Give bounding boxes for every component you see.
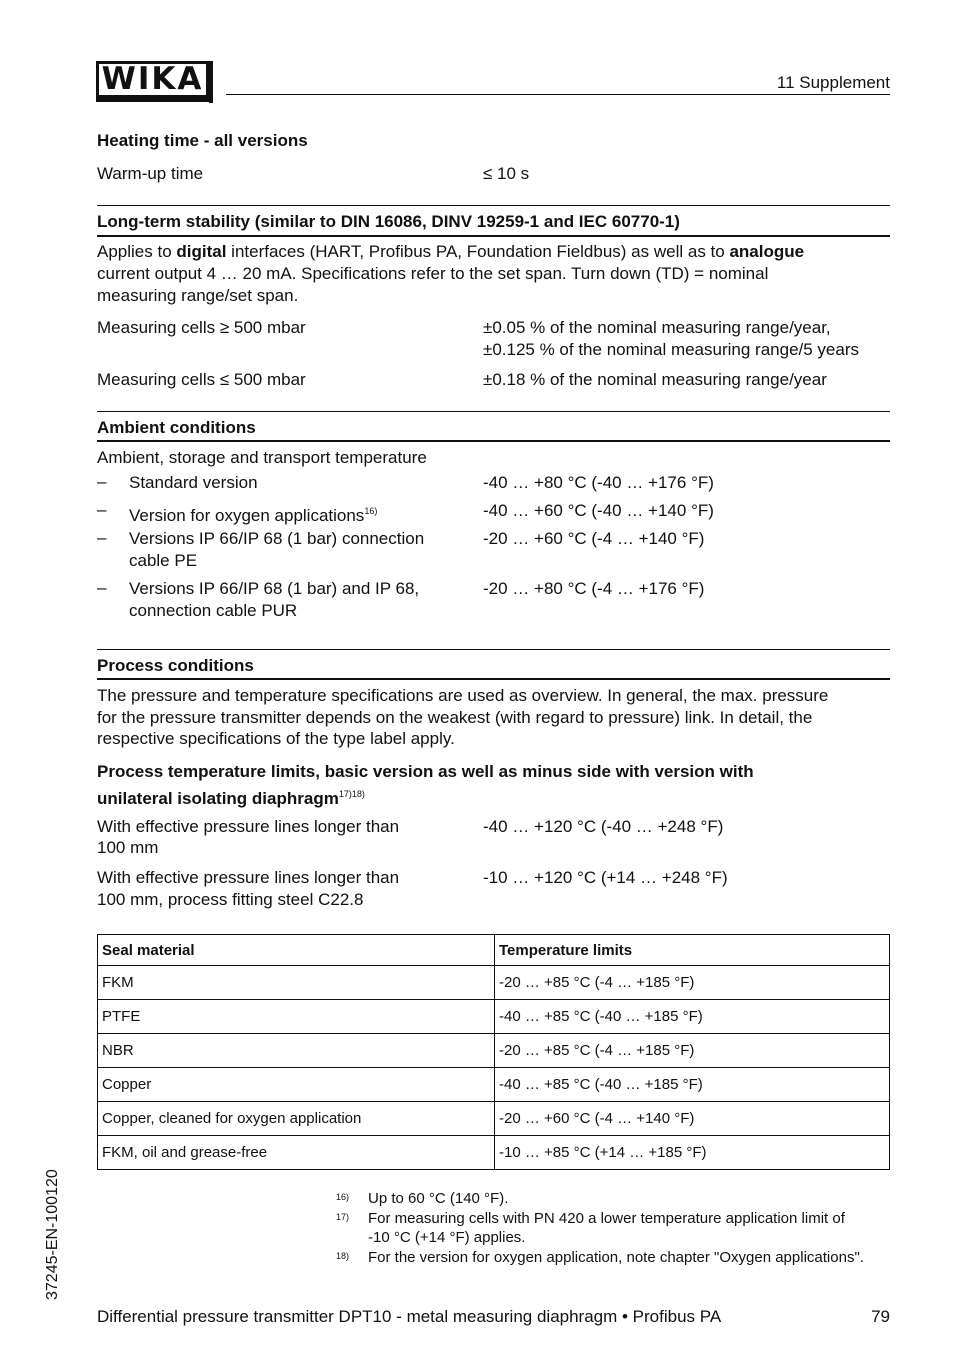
ambient-row4-label2: connection cable PUR [129,601,298,620]
process-intro-line2: for the pressure transmitter depends on the weakest (with regard to pressure) link. In detail, the [97,708,813,727]
ambient-dash-3: – [97,528,107,547]
stability-intro-part1: Applies to [97,242,177,261]
ambient-row4-value: -20 … +80 °C (-4 … +176 °F) [483,579,705,598]
process-rule-bottom [97,678,890,680]
process-row1-value: -40 … +120 °C (-40 … +248 °F) [483,817,724,836]
stability-row2-value: ±0.18 % of the nominal measuring range/year [483,370,827,389]
process-title: Process conditions [97,656,254,675]
footnote-16-num: 16) [336,1192,350,1202]
ambient-row2-value: -40 … +60 °C (-40 … +140 °F) [483,501,714,520]
table-row [98,1034,890,1068]
table-row [98,1102,890,1136]
heating-value: ≤ 10 s [483,164,530,183]
footnote-17-text1: For measuring cells with PN 420 a lower temperature application limit of [368,1210,845,1227]
process-row2-label1: With effective pressure lines longer than [97,868,400,887]
stability-intro-bold1: digital [176,242,227,261]
heating-label: Warm-up time [97,164,204,183]
table-cell-material: NBR [98,1034,495,1068]
ambient-row1-value: -40 … +80 °C (-40 … +176 °F) [483,473,714,492]
footnote-18-text: For the version for oxygen application, note chapter "Oxygen applications". [368,1249,864,1266]
table-cell-material: FKM, oil and grease-free [98,1136,495,1170]
ambient-dash-2: – [97,500,107,519]
table-cell-temperature: -40 … +85 °C (-40 … +185 °F) [495,1000,890,1034]
stability-rule-bottom [97,235,890,237]
ambient-row3-value: -20 … +60 °C (-4 … +140 °F) [483,529,705,548]
table-cell-temperature: -40 … +85 °C (-40 … +185 °F) [495,1068,890,1102]
process-row2-label2: 100 mm, process fitting steel C22.8 [97,890,364,909]
stability-title: Long-term stability (similar to DIN 16086, DINV 19259-1 and IEC 60770-1) [97,212,680,231]
stability-intro-line2: current output 4 … 20 mA. Specifications refer to the set span. Turn down (TD) = nominal [97,264,769,283]
table-cell-material: PTFE [98,1000,495,1034]
heating-title: Heating time - all versions [97,131,308,150]
ambient-dash-4: – [97,578,107,597]
table-row [98,966,890,1000]
stability-intro-part2: interfaces (HART, Profibus PA, Foundation Fieldbus) as well as to [226,242,730,261]
wika-logo: WIKA [96,61,209,98]
stability-intro-bold2: analogue [729,242,805,261]
ambient-row2-text: Version for oxygen applications [129,506,365,525]
document-id: 37245-EN-100120 [44,1169,61,1300]
ambient-dash-1: – [97,472,107,491]
page-number: 79 [871,1307,890,1326]
table-cell-temperature: -10 … +85 °C (+14 … +185 °F) [495,1136,890,1170]
section-label: 11 Supplement [776,73,890,92]
ambient-row4-label1: Versions IP 66/IP 68 (1 bar) and IP 68, [129,579,420,598]
stability-row1-value1: ±0.05 % of the nominal measuring range/year, [483,318,831,337]
footnote-18-num: 18) [336,1251,350,1261]
table-cell-temperature: -20 … +85 °C (-4 … +185 °F) [495,966,890,1000]
process-intro-line3: respective specifications of the type label apply. [97,729,455,748]
table-cell-material: Copper [98,1068,495,1102]
process-row1-label2: 100 mm [97,838,159,857]
process-rule-top [97,649,890,650]
table-cell-material: FKM [98,966,495,1000]
process-row1-label1: With effective pressure lines longer than [97,817,400,836]
ambient-rule-bottom [97,440,890,442]
table-row [98,1068,890,1102]
table-header-row [98,935,890,966]
footnote-16-text: Up to 60 °C (140 °F). [368,1190,509,1207]
limits-title-text: unilateral isolating diaphragm [97,789,339,808]
ambient-row1-label: Standard version [129,473,258,492]
stability-intro-line3: measuring range/set span. [97,286,299,305]
stability-row1-label: Measuring cells ≥ 500 mbar [97,318,306,337]
process-row2-value: -10 … +120 °C (+14 … +248 °F) [483,868,728,887]
logo-shadow-right [209,61,213,103]
table-header-seal: Seal material [98,935,495,966]
footer-title: Differential pressure transmitter DPT10 - metal measuring diaphragm • Profibus PA [97,1307,722,1326]
ambient-row3-label1: Versions IP 66/IP 68 (1 bar) connection [129,529,425,548]
limits-title-line2 [97,783,365,810]
table-cell-temperature: -20 … +60 °C (-4 … +140 °F) [495,1102,890,1136]
ambient-row3-label2: cable PE [129,551,198,570]
limits-title-line1: Process temperature limits, basic version as well as minus side with version with [97,762,754,781]
header-rule [226,94,890,95]
ambient-subtitle: Ambient, storage and transport temperature [97,448,427,467]
stability-row2-label: Measuring cells ≤ 500 mbar [97,370,306,389]
logo-shadow-bottom [96,98,213,102]
table-cell-material: Copper, cleaned for oxygen application [98,1102,495,1136]
ambient-row2-label [129,500,377,527]
table-cell-temperature: -20 … +85 °C (-4 … +185 °F) [495,1034,890,1068]
footnote-ref-16: 16) [364,506,378,516]
footnote-ref-17-18: 17)18) [338,789,365,799]
table-row [98,1136,890,1170]
stability-row1-value2: ±0.125 % of the nominal measuring range/5 years [483,340,859,359]
stability-rule-top [97,205,890,206]
footnote-17-num: 17) [336,1212,350,1222]
ambient-rule-top [97,411,890,412]
table-row [98,1000,890,1034]
footnote-17-text2: -10 °C (+14 °F) applies. [368,1229,526,1246]
table-header-temperature: Temperature limits [495,935,890,966]
process-intro-line1: The pressure and temperature specifications are used as overview. In general, the max. pressure [97,686,829,705]
seal-material-table [97,934,890,1170]
stability-intro-line1 [97,241,890,263]
ambient-title: Ambient conditions [97,418,256,437]
